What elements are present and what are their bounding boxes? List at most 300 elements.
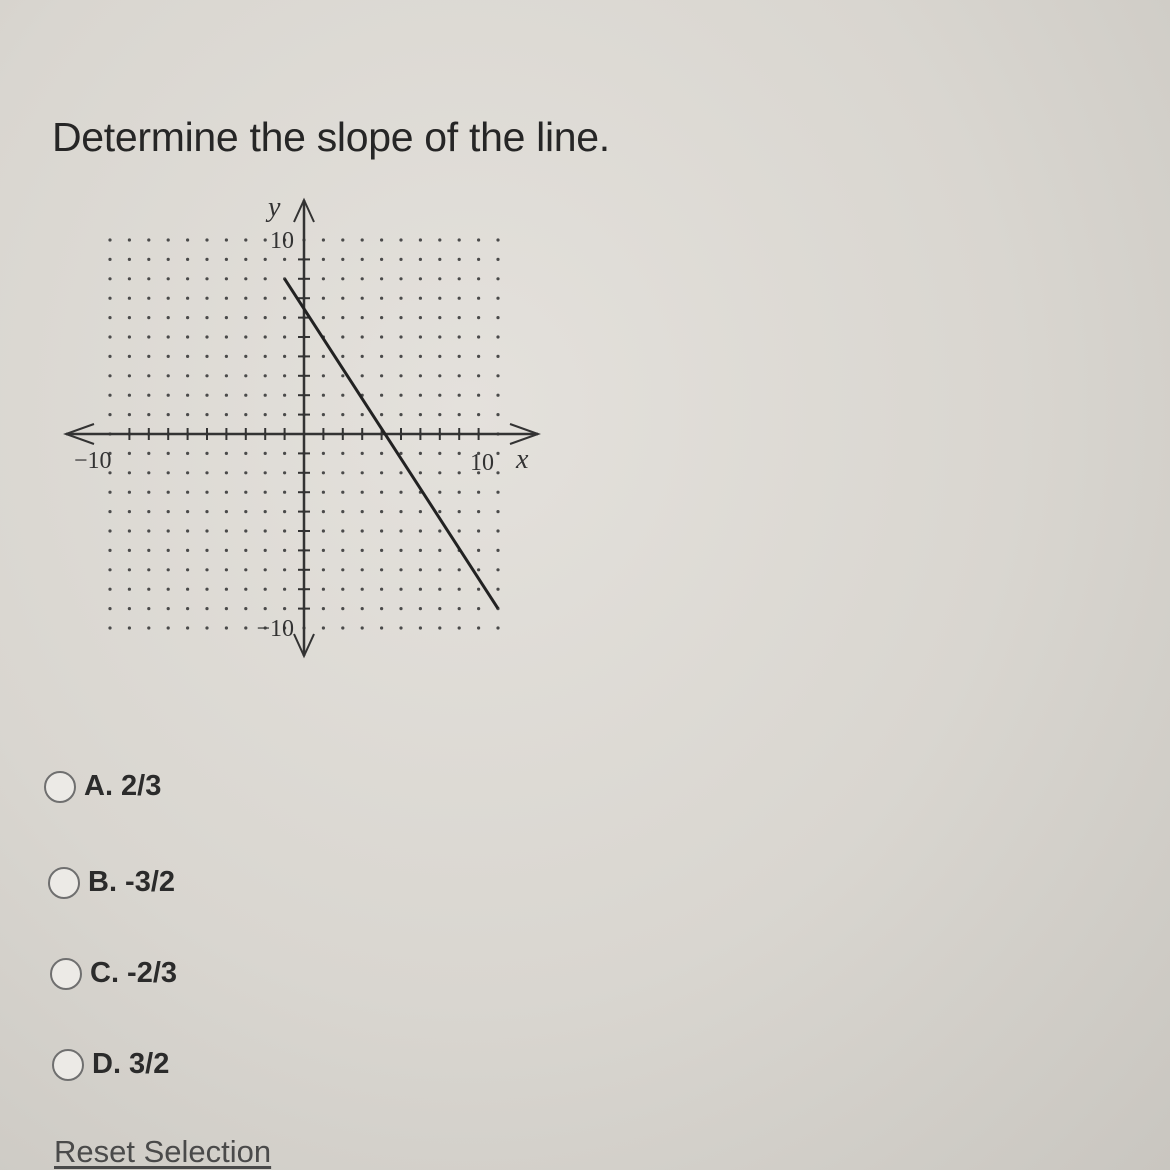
grid-dot — [322, 316, 325, 319]
grid-dot — [147, 297, 150, 300]
grid-dot — [438, 413, 441, 416]
grid-dot — [458, 529, 461, 532]
grid-dot — [205, 607, 208, 610]
grid-dot — [244, 510, 247, 513]
grid-dot — [399, 297, 402, 300]
grid-dot — [341, 374, 344, 377]
grid-dot — [147, 277, 150, 280]
grid-dot — [128, 510, 131, 513]
grid-dot — [458, 568, 461, 571]
grid-dot — [205, 335, 208, 338]
grid-dot — [419, 238, 422, 241]
grid-dot — [399, 607, 402, 610]
grid-dot — [147, 471, 150, 474]
grid-dot — [496, 316, 499, 319]
grid-dot — [322, 297, 325, 300]
grid-dot — [361, 452, 364, 455]
grid-dot — [419, 549, 422, 552]
grid-dot — [225, 626, 228, 629]
grid-dot — [128, 452, 131, 455]
grid-dot — [167, 355, 170, 358]
grid-dot — [244, 491, 247, 494]
grid-dot — [438, 510, 441, 513]
grid-dot — [167, 607, 170, 610]
choice-b[interactable] — [48, 866, 175, 899]
grid-dot — [438, 297, 441, 300]
grid-dot — [128, 626, 131, 629]
choice-c[interactable] — [50, 957, 177, 990]
grid-dot — [496, 413, 499, 416]
grid-dot — [419, 258, 422, 261]
grid-dot — [244, 471, 247, 474]
grid-dot — [380, 277, 383, 280]
x-min-label: −10 — [74, 448, 112, 474]
grid-dot — [341, 277, 344, 280]
grid-dot — [458, 374, 461, 377]
grid-dot — [186, 529, 189, 532]
grid-dot — [283, 471, 286, 474]
grid-dot — [264, 491, 267, 494]
grid-dot — [380, 471, 383, 474]
grid-dot — [361, 529, 364, 532]
grid-dot — [244, 258, 247, 261]
grid-dot — [458, 626, 461, 629]
grid-dot — [341, 413, 344, 416]
grid-dot — [128, 355, 131, 358]
grid-dot — [419, 355, 422, 358]
grid-dot — [167, 316, 170, 319]
grid-dot — [322, 277, 325, 280]
grid-dot — [264, 529, 267, 532]
grid-dot — [205, 510, 208, 513]
grid-dot — [438, 394, 441, 397]
choice-label: C. -2/3 — [90, 957, 178, 989]
grid-dot — [341, 394, 344, 397]
grid-dot — [341, 549, 344, 552]
grid-dot — [419, 529, 422, 532]
graph-line — [285, 279, 498, 609]
grid-dot — [147, 394, 150, 397]
grid-dot — [399, 355, 402, 358]
grid-dot — [458, 277, 461, 280]
grid-dot — [438, 258, 441, 261]
grid-dot — [244, 374, 247, 377]
grid-dot — [186, 355, 189, 358]
radio-button[interactable] — [52, 1049, 84, 1081]
grid-dot — [108, 568, 111, 571]
grid-dot — [496, 394, 499, 397]
grid-dot — [322, 452, 325, 455]
grid-dot — [147, 626, 150, 629]
grid-dot — [496, 452, 499, 455]
grid-dot — [419, 626, 422, 629]
grid-dot — [186, 510, 189, 513]
grid-dot — [244, 452, 247, 455]
grid-dot — [167, 297, 170, 300]
choice-label: D. 3/2 — [92, 1048, 170, 1080]
grid-dot — [341, 626, 344, 629]
grid-dot — [458, 355, 461, 358]
grid-dot — [419, 452, 422, 455]
grid-dot — [244, 568, 247, 571]
grid-dot — [399, 374, 402, 377]
grid-dot — [147, 238, 150, 241]
grid-dot — [108, 238, 111, 241]
grid-dot — [458, 335, 461, 338]
grid-dot — [361, 588, 364, 591]
grid-dot — [186, 626, 189, 629]
grid-dot — [438, 491, 441, 494]
grid-dot — [380, 355, 383, 358]
grid-dot — [283, 355, 286, 358]
grid-dot — [399, 258, 402, 261]
grid-dot — [264, 471, 267, 474]
grid-dot — [108, 355, 111, 358]
grid-dot — [341, 510, 344, 513]
grid-dot — [341, 452, 344, 455]
grid-dot — [205, 277, 208, 280]
grid-dot — [186, 297, 189, 300]
grid-dot — [283, 568, 286, 571]
grid-dot — [225, 316, 228, 319]
grid-dot — [147, 588, 150, 591]
grid-dot — [380, 238, 383, 241]
grid-dot — [108, 297, 111, 300]
grid-dot — [186, 607, 189, 610]
grid-dot — [399, 277, 402, 280]
grid-dot — [128, 316, 131, 319]
grid-dot — [399, 491, 402, 494]
grid-dot — [225, 374, 228, 377]
grid-dot — [496, 238, 499, 241]
grid-dot — [147, 607, 150, 610]
grid-dot — [399, 510, 402, 513]
grid-dot — [147, 510, 150, 513]
grid-dot — [477, 277, 480, 280]
grid-dot — [225, 258, 228, 261]
grid-dot — [186, 374, 189, 377]
grid-dot — [167, 626, 170, 629]
grid-dot — [264, 297, 267, 300]
grid-dot — [341, 335, 344, 338]
grid-dot — [205, 568, 208, 571]
grid-dot — [128, 491, 131, 494]
grid-dot — [477, 413, 480, 416]
grid-dot — [167, 491, 170, 494]
grid-dot — [147, 355, 150, 358]
grid-dot — [341, 568, 344, 571]
grid-dot — [361, 374, 364, 377]
grid-dot — [322, 374, 325, 377]
grid-dot — [419, 335, 422, 338]
grid-dot — [438, 607, 441, 610]
grid-dot — [283, 335, 286, 338]
grid-dot — [186, 549, 189, 552]
grid-dot — [322, 394, 325, 397]
grid-dot — [108, 607, 111, 610]
grid-dot — [244, 413, 247, 416]
grid-dot — [186, 471, 189, 474]
grid-dot — [458, 471, 461, 474]
grid-dot — [108, 626, 111, 629]
grid-dot — [438, 549, 441, 552]
x-axis-label: x — [516, 444, 529, 475]
grid-dot — [496, 549, 499, 552]
grid-dot — [167, 374, 170, 377]
grid-dot — [128, 471, 131, 474]
grid-dot — [167, 335, 170, 338]
grid-dot — [361, 510, 364, 513]
grid-dot — [380, 297, 383, 300]
grid-dot — [438, 452, 441, 455]
grid-dot — [108, 335, 111, 338]
grid-dot — [419, 394, 422, 397]
grid-dot — [438, 238, 441, 241]
grid-dot — [380, 394, 383, 397]
grid-dot — [186, 394, 189, 397]
grid-dot — [244, 394, 247, 397]
grid-dot — [167, 258, 170, 261]
grid-dot — [361, 258, 364, 261]
grid-dot — [108, 374, 111, 377]
grid-dot — [264, 549, 267, 552]
grid-dot — [128, 335, 131, 338]
grid-dot — [458, 510, 461, 513]
grid-dot — [225, 297, 228, 300]
grid-dot — [322, 529, 325, 532]
grid-dot — [264, 316, 267, 319]
grid-dot — [322, 491, 325, 494]
grid-dot — [438, 316, 441, 319]
grid-dot — [128, 529, 131, 532]
grid-dot — [264, 355, 267, 358]
grid-dot — [361, 607, 364, 610]
grid-dot — [361, 335, 364, 338]
coordinate-graph — [60, 185, 550, 665]
grid-dot — [341, 258, 344, 261]
grid-dot — [477, 258, 480, 261]
grid-dot — [205, 355, 208, 358]
grid-dot — [244, 335, 247, 338]
grid-dot — [341, 316, 344, 319]
grid-dot — [322, 413, 325, 416]
grid-dot — [167, 529, 170, 532]
grid-dot — [380, 452, 383, 455]
question-title: Determine the slope of the line. — [52, 114, 610, 160]
grid-dot — [225, 491, 228, 494]
grid-dot — [341, 491, 344, 494]
grid-dot — [167, 588, 170, 591]
grid-dot — [399, 335, 402, 338]
grid-dot — [205, 316, 208, 319]
grid-dot — [283, 258, 286, 261]
grid-dot — [419, 607, 422, 610]
grid-dot — [419, 471, 422, 474]
grid-dot — [244, 277, 247, 280]
grid-dot — [264, 238, 267, 241]
grid-dot — [147, 258, 150, 261]
grid-dot — [477, 510, 480, 513]
choice-label: B. -3/2 — [88, 866, 176, 898]
grid-dot — [361, 238, 364, 241]
grid-dot — [496, 258, 499, 261]
grid-dot — [264, 394, 267, 397]
grid-dot — [322, 355, 325, 358]
grid-dot — [399, 238, 402, 241]
radio-button[interactable] — [50, 958, 82, 990]
grid-dot — [186, 316, 189, 319]
grid-dot — [244, 607, 247, 610]
grid-dot — [361, 316, 364, 319]
grid-dot — [496, 568, 499, 571]
grid-dot — [225, 529, 228, 532]
grid-dot — [205, 413, 208, 416]
grid-dot — [225, 607, 228, 610]
grid-dot — [438, 335, 441, 338]
grid-dot — [419, 413, 422, 416]
grid-dot — [205, 491, 208, 494]
grid-dot — [205, 297, 208, 300]
grid-dot — [225, 549, 228, 552]
grid-dot — [477, 297, 480, 300]
grid-dot — [108, 510, 111, 513]
grid-dot — [341, 607, 344, 610]
grid-dot — [419, 374, 422, 377]
grid-dot — [264, 510, 267, 513]
grid-dot — [380, 510, 383, 513]
grid-dot — [147, 452, 150, 455]
grid-dot — [458, 588, 461, 591]
grid-dot — [496, 277, 499, 280]
radio-button[interactable] — [48, 867, 80, 899]
grid-dot — [128, 549, 131, 552]
grid-dot — [167, 549, 170, 552]
grid-dot — [399, 394, 402, 397]
grid-dot — [477, 607, 480, 610]
grid-dot — [458, 394, 461, 397]
grid-dot — [361, 355, 364, 358]
grid-dot — [496, 510, 499, 513]
grid-dot — [380, 335, 383, 338]
grid-dot — [147, 374, 150, 377]
x-max-label: 10 — [470, 450, 494, 476]
grid-dot — [225, 277, 228, 280]
grid-dot — [264, 277, 267, 280]
grid-dot — [264, 413, 267, 416]
grid-dot — [205, 471, 208, 474]
grid-dot — [205, 588, 208, 591]
grid-dot — [147, 335, 150, 338]
grid-dot — [322, 510, 325, 513]
grid-dot — [458, 258, 461, 261]
grid-dot — [147, 413, 150, 416]
grid-dot — [322, 626, 325, 629]
grid-dot — [496, 335, 499, 338]
grid-dot — [477, 355, 480, 358]
grid-dot — [147, 316, 150, 319]
grid-dot — [322, 588, 325, 591]
grid-dot — [361, 297, 364, 300]
grid-dot — [186, 238, 189, 241]
grid-dot — [419, 510, 422, 513]
grid-dot — [322, 471, 325, 474]
grid-dot — [380, 491, 383, 494]
grid-dot — [244, 238, 247, 241]
grid-dot — [283, 297, 286, 300]
grid-dot — [186, 335, 189, 338]
grid-dot — [108, 394, 111, 397]
grid-dot — [283, 529, 286, 532]
grid-dot — [186, 413, 189, 416]
grid-dot — [341, 529, 344, 532]
grid-dot — [186, 258, 189, 261]
grid-dot — [477, 588, 480, 591]
grid-dot — [225, 588, 228, 591]
grid-dot — [205, 452, 208, 455]
grid-dot — [244, 355, 247, 358]
grid-dot — [361, 491, 364, 494]
grid-dot — [283, 452, 286, 455]
grid-dot — [496, 529, 499, 532]
grid-dot — [341, 297, 344, 300]
grid-dot — [264, 374, 267, 377]
radio-button[interactable] — [44, 771, 76, 803]
grid-dot — [458, 238, 461, 241]
grid-dot — [477, 374, 480, 377]
grid-dot — [458, 607, 461, 610]
grid-dot — [283, 510, 286, 513]
grid-dot — [380, 374, 383, 377]
grid-dot — [438, 529, 441, 532]
choice-a[interactable] — [44, 770, 161, 803]
grid-dot — [205, 258, 208, 261]
grid-dot — [225, 355, 228, 358]
grid-dot — [361, 626, 364, 629]
reset-selection-link[interactable]: Reset Selection — [54, 1134, 272, 1169]
grid-dot — [283, 374, 286, 377]
grid-dot — [380, 626, 383, 629]
grid-dot — [167, 394, 170, 397]
grid-dot — [283, 394, 286, 397]
grid-dot — [322, 258, 325, 261]
grid-dot — [419, 316, 422, 319]
grid-dot — [244, 626, 247, 629]
grid-dot — [128, 607, 131, 610]
grid-dot — [225, 335, 228, 338]
grid-dot — [496, 355, 499, 358]
grid-dot — [147, 529, 150, 532]
grid-dot — [186, 588, 189, 591]
grid-dot — [477, 316, 480, 319]
grid-dot — [380, 588, 383, 591]
choice-d[interactable] — [52, 1048, 169, 1081]
grid-dot — [108, 491, 111, 494]
grid-dot — [477, 238, 480, 241]
grid-dot — [264, 568, 267, 571]
grid-dot — [128, 277, 131, 280]
grid-dot — [380, 607, 383, 610]
grid-dot — [380, 258, 383, 261]
grid-dot — [205, 238, 208, 241]
grid-dot — [128, 413, 131, 416]
grid-dot — [128, 258, 131, 261]
grid-dot — [322, 568, 325, 571]
grid-dot — [419, 297, 422, 300]
grid-dot — [380, 568, 383, 571]
grid-dot — [205, 626, 208, 629]
grid-dot — [438, 471, 441, 474]
grid-dot — [283, 607, 286, 610]
